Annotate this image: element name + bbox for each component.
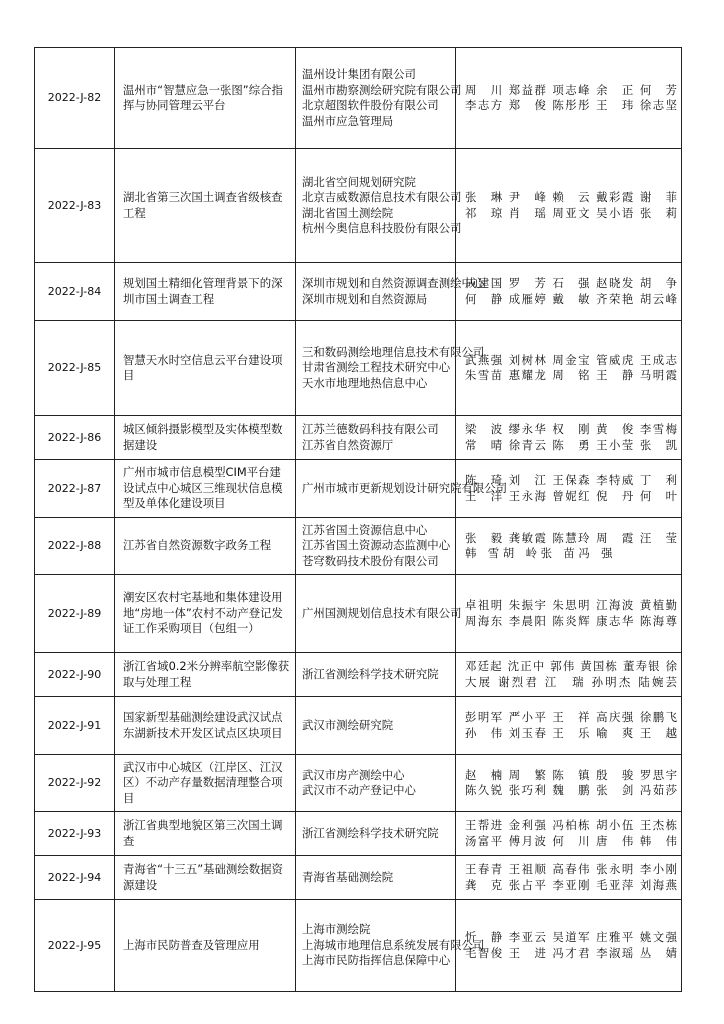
project-name-cell: 规划国土精细化管理背景下的深圳市国土调查工程 — [115, 263, 296, 321]
participants-line: 邓廷起 沈正中 郭伟 黄国栋 董寿银 徐 — [465, 659, 677, 673]
project-code-cell: 2022-J-92 — [35, 755, 115, 812]
organization-name: 江苏省国土资源动态监测中心 — [302, 538, 451, 553]
organization-name: 杭州今奥信息科技股份有限公司 — [302, 221, 462, 235]
participants-line: 赵 楠 周 繁 陈 镇 殷 骏 罗思宇 — [465, 767, 677, 782]
project-code-cell: 2022-J-83 — [35, 149, 115, 263]
participants-line: 王帮进 金利强 冯柏栋 胡小伍 王杰栋 — [465, 818, 677, 832]
organization-name: 武汉市房产测绘中心 — [302, 767, 405, 782]
project-name-cell: 江苏省自然资源数字政务工程 — [115, 518, 296, 575]
participants-line: 陈久锐 张巧利 魏 鹏 张 剑 冯茹莎 — [465, 783, 677, 797]
organization-name: 深圳市规划和自然资源局 — [302, 291, 428, 306]
project-code-cell: 2022-J-82 — [35, 48, 115, 149]
award-table — [34, 47, 682, 992]
organization-name: 苍穹数码技术股份有限公司 — [302, 553, 439, 568]
organizations-cell — [296, 812, 456, 856]
table-row — [35, 697, 682, 755]
project-name-cell: 国家新型基础测绘建设武汉试点东湖新技术开发区试点区块项目 — [115, 697, 296, 755]
participants-line: 祁 琼 肖 瑶 周亚文 吴小语 张 莉 — [465, 205, 677, 220]
organization-name: 湖北省国土测绘院 — [302, 205, 394, 220]
organization-name: 武汉市不动产登记中心 — [302, 783, 416, 797]
project-code-cell: 2022-J-85 — [35, 321, 115, 416]
organization-name: 温州设计集团有限公司 — [302, 67, 416, 81]
participants-line: 卓祖明 朱振宇 朱思明 江海波 黄植勤 — [465, 598, 677, 612]
table-row — [35, 149, 682, 263]
participants-cell — [456, 416, 682, 460]
organization-name: 上海市民防指挥信息保障中心 — [302, 953, 451, 968]
organization-name: 三和数码测绘地理信息技术有限公司 — [302, 344, 485, 359]
participants-line: 陈 琦 刘 江 王保森 李特威 丁 利 — [465, 473, 677, 487]
organization-name: 武汉市测绘研究院 — [302, 717, 394, 732]
project-name-cell: 浙江省域0.2米分辨率航空影像获取与处理工程 — [115, 653, 296, 697]
project-name-cell: 青海省“十三五”基础测绘数据资源建设 — [115, 856, 296, 900]
organizations-cell — [296, 575, 462, 653]
participants-line: 周 川 郑益群 项志峰 余 正 何 芳 — [465, 82, 677, 97]
table-row — [35, 575, 682, 653]
organizations-cell — [296, 518, 456, 575]
table-row — [35, 518, 682, 575]
project-name-cell: 湖北省第三次国土调查省级核查工程 — [115, 149, 296, 263]
table-row — [35, 48, 682, 149]
participants-line: 王春青 王祖顺 高春伟 张永明 李小刚 — [465, 862, 677, 876]
participants-line: 孙 伟 刘玉春 王 乐 喻 爽 王 越 — [465, 725, 677, 740]
participants-line: 常 晴 徐青云 陈 勇 王小莹 张 凯 — [465, 437, 677, 452]
organization-name: 广州国测规划信息技术有限公司 — [302, 605, 462, 620]
table-row — [35, 460, 682, 518]
organization-name: 江苏省国土资源信息中心 — [302, 522, 428, 537]
participants-cell — [456, 856, 682, 900]
organizations-cell — [296, 263, 485, 321]
organizations-cell — [296, 321, 485, 416]
participants-cell — [456, 460, 682, 518]
table-row — [35, 263, 682, 321]
organization-name: 浙江省测绘科学技术研究院 — [302, 666, 439, 681]
table-row — [35, 812, 682, 856]
participants-cell — [456, 518, 682, 575]
project-code-cell: 2022-J-93 — [35, 812, 115, 856]
organizations-cell — [296, 149, 462, 263]
project-code-cell: 2022-J-88 — [35, 518, 115, 575]
award-table-body — [35, 48, 682, 992]
organization-name: 甘肃省测绘工程技术研究中心 — [302, 360, 451, 375]
participants-cell — [456, 653, 682, 697]
project-name-cell: 潮安区农村宅基地和集体建设用地“房地一体”农村不动产登记发证工作采购项目（包组一） — [115, 575, 296, 653]
table-row — [35, 755, 682, 812]
organization-name: 湖北省空间规划研究院 — [302, 174, 416, 189]
participants-line: 龚 克 张占平 李亚刚 毛亚萍 刘海燕 — [465, 877, 677, 892]
participants-cell — [456, 263, 682, 321]
project-name-cell: 上海市民防普查及管理应用 — [115, 900, 296, 992]
organization-name: 天水市地理地热信息中心 — [302, 375, 428, 390]
participants-cell — [456, 321, 682, 416]
project-name-cell: 智慧天水时空信息云平台建设项目 — [115, 321, 296, 416]
project-code-cell: 2022-J-86 — [35, 416, 115, 460]
organization-name: 青海省基础测绘院 — [302, 869, 394, 884]
participants-line: 忻 静 李亚云 吴道军 庄雅平 姚文强 — [465, 930, 677, 944]
organization-name: 温州市勘察测绘研究院有限公司 — [302, 82, 462, 97]
table-row — [35, 856, 682, 900]
participants-cell — [456, 575, 682, 653]
participants-line: 毛智俊 王 进 冯才君 李淑瑶 丛 婧 — [465, 945, 677, 960]
organization-name: 北京超图软件股份有限公司 — [302, 98, 439, 112]
project-name-cell: 浙江省典型地貌区第三次国土调查 — [115, 812, 296, 856]
organizations-cell — [296, 856, 456, 900]
participants-line: 张 琳 尹 峰 赖 云 戴彩霞 谢 菲 — [465, 190, 677, 204]
organization-name: 浙江省测绘科学技术研究院 — [302, 825, 439, 840]
project-code-cell: 2022-J-95 — [35, 900, 115, 992]
participants-line: 周海东 李晨阳 陈炎辉 康志华 陈海尊 — [465, 613, 677, 628]
organizations-cell — [296, 460, 508, 518]
participants-cell — [456, 697, 682, 755]
participants-line: 张 毅 龚敏霞 陈慧玲 周 霞 汪 莹 — [465, 530, 677, 545]
participants-cell — [456, 900, 682, 992]
project-code-cell: 2022-J-84 — [35, 263, 115, 321]
organization-name: 江苏兰德数码科技有限公司 — [302, 422, 439, 436]
participants-line: 何 静 成雁婷 戴 敏 齐荣艳 胡云峰 — [465, 291, 677, 306]
organization-name: 深圳市规划和自然资源调查测绘中心 — [302, 276, 485, 290]
participants-cell — [456, 149, 682, 263]
participants-line: 汤富平 傅月波 何 川 唐 伟 韩 伟 — [465, 833, 677, 848]
table-row — [35, 321, 682, 416]
project-code-cell: 2022-J-91 — [35, 697, 115, 755]
participants-line: 朱雪苗 惠耀龙 周 铭 王 静 马明霞 — [465, 368, 677, 382]
organizations-cell — [296, 48, 462, 149]
project-code-cell: 2022-J-94 — [35, 856, 115, 900]
project-code-cell: 2022-J-90 — [35, 653, 115, 697]
organizations-cell — [296, 653, 456, 697]
participants-line: 成建国 罗 芳 石 强 赵晓发 胡 争 — [465, 276, 677, 290]
organization-name: 上海城市地理信息系统发展有限公司 — [302, 937, 485, 952]
participants-line: 王 洋 王永海 曾妮红 倪 丹 何 叶 — [465, 488, 677, 503]
project-name-cell: 广州市城市信息模型CIM平台建设试点中心城区三维现状信息模型及单体化建设项目 — [115, 460, 296, 518]
organization-name: 北京吉威数源信息技术有限公司 — [302, 190, 462, 204]
organizations-cell — [296, 900, 485, 992]
project-name-cell: 武汉市中心城区（江岸区、江汉区）不动产存量数据清理整合项目 — [115, 755, 296, 812]
participants-line: 武燕强 刘树林 周金宝 管威虎 王成志 — [465, 352, 677, 367]
participants-line: 彭明军 严小平 王 祥 高庆强 徐鹏飞 — [465, 710, 677, 724]
participants-cell — [456, 48, 682, 149]
participants-line: 韩 雪 胡 岭 张 苗 冯 强 — [465, 546, 613, 560]
table-row — [35, 900, 682, 992]
participants-line: 大展 谢烈君 江 瑞 孙明杰 陆婉芸 — [465, 674, 677, 689]
organizations-cell — [296, 755, 456, 812]
participants-cell — [456, 755, 682, 812]
project-name-cell: 温州市“智慧应急一张图”综合指挥与协同管理云平台 — [115, 48, 296, 149]
organizations-cell — [296, 416, 456, 460]
participants-line: 李志方 郑 俊 陈彤彤 王 玮 徐志坚 — [465, 98, 677, 112]
table-row — [35, 416, 682, 460]
organization-name: 广州市城市更新规划设计研究院有限公司 — [302, 480, 508, 495]
organization-name: 温州市应急管理局 — [302, 113, 394, 128]
table-row — [35, 653, 682, 697]
participants-cell — [456, 812, 682, 856]
organizations-cell — [296, 697, 456, 755]
organization-name: 上海市测绘院 — [302, 922, 371, 937]
project-code-cell: 2022-J-87 — [35, 460, 115, 518]
organization-name: 江苏省自然资源厅 — [302, 437, 394, 452]
project-code-cell: 2022-J-89 — [35, 575, 115, 653]
participants-line: 梁 波 缪永华 权 刚 黄 俊 李雪梅 — [465, 422, 677, 436]
project-name-cell: 城区倾斜摄影模型及实体模型数据建设 — [115, 416, 296, 460]
